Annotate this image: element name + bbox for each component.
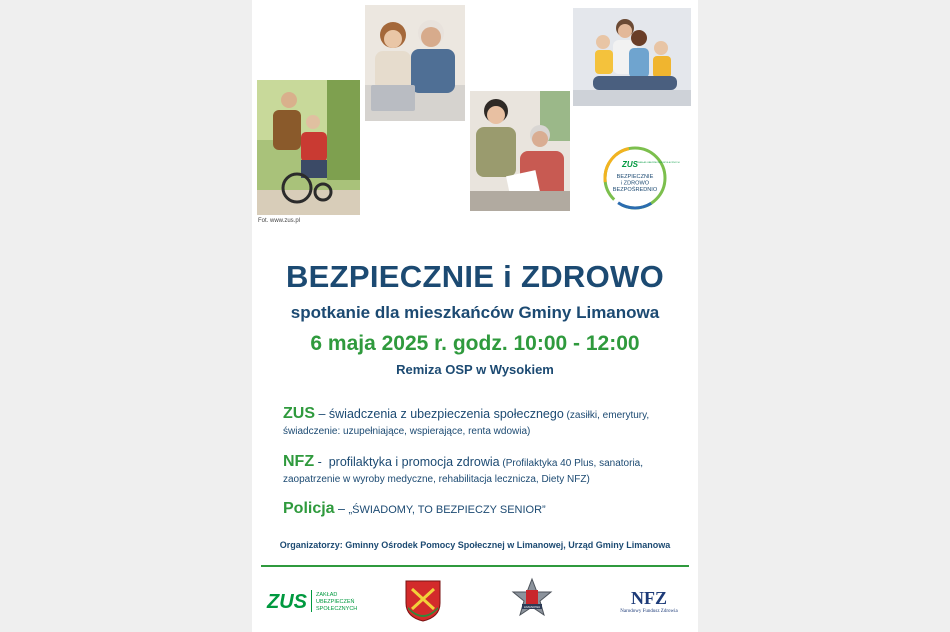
badge-line-2: i ZDROWO — [620, 180, 650, 187]
topic-main: świadczenia z ubezpieczenia społecznego — [328, 407, 564, 421]
topic-nfz — [283, 453, 683, 485]
event-venue: Remiza OSP w Wysokiem — [396, 362, 554, 377]
topic-sep: – — [315, 407, 329, 421]
photo-wheelchair — [257, 80, 360, 215]
topic-detail: (zasiłki, emerytury, — [563, 410, 650, 421]
topic-lead: Policja — [283, 500, 335, 517]
topic-line2: zaopatrzenie w wyroby medyczne, rehabilitacja lecznicza, Diety NFZ) — [283, 474, 590, 485]
zus-name-1: ZAKŁAD — [316, 592, 338, 598]
badge-zus-mark: ZUS — [622, 160, 638, 169]
topic-main: profilaktyka i promocja zdrowia — [328, 455, 500, 469]
topic-sep: - — [314, 455, 329, 469]
topic-lead: NFZ — [283, 453, 315, 470]
event-subtitle: spotkanie dla mieszkańców Gminy Limanowa — [290, 303, 660, 322]
topic-main: „ŚWIADOMY, TO BEZPIECZY SENIOR” — [348, 504, 546, 516]
zus-logo-mark: ZUS — [267, 591, 307, 613]
topic-sep: – — [334, 502, 349, 516]
green-divider — [261, 565, 689, 567]
photo-credit: Fot. www.zus.pl — [258, 218, 301, 224]
badge-line-1: BEZPIECZNIE — [616, 174, 654, 180]
police-star-icon — [511, 578, 553, 622]
nfz-logo-name: Narodowy Fundusz Zdrowia — [620, 609, 678, 614]
coat-of-arms-icon — [404, 579, 442, 623]
organizers: Organizatorzy: Gminny Ośrodek Pomocy Społecznej w Limanowej, Urząd Gminy Limanowa — [279, 540, 671, 550]
zus-name-2: UBEZPIECZEŃ — [316, 599, 355, 605]
photo-couple-laptop — [365, 5, 465, 121]
topic-lead: ZUS — [283, 405, 315, 422]
event-date: 6 maja 2025 r. godz. 10:00 - 12:00 — [310, 332, 640, 355]
badge-line-3: BEZPOŚREDNIO — [612, 187, 658, 193]
topic-zus — [283, 405, 683, 437]
campaign-badge — [602, 145, 680, 211]
topic-policja — [283, 500, 683, 518]
nfz-logo-mark: NFZ — [631, 588, 667, 608]
badge-small-line: ZAKŁAD UBEZPIECZEŃ SPOŁECZNYCH — [638, 162, 680, 164]
zus-logo — [267, 588, 367, 618]
photo-document-help — [470, 91, 570, 211]
nfz-logo — [614, 586, 684, 616]
photo-family — [573, 8, 691, 106]
event-title: BEZPIECZNIE i ZDROWO — [286, 259, 664, 294]
topic-detail: (Profilaktyka 40 Plus, sanatoria, — [499, 458, 644, 469]
zus-name-3: SPOŁECZNYCH — [316, 606, 358, 612]
topic-line2: świadczenie: uzupełniające, wspierające, renta wdowia) — [283, 426, 531, 437]
poster — [252, 0, 698, 632]
police-star-text: LIMANOWA — [523, 605, 541, 609]
